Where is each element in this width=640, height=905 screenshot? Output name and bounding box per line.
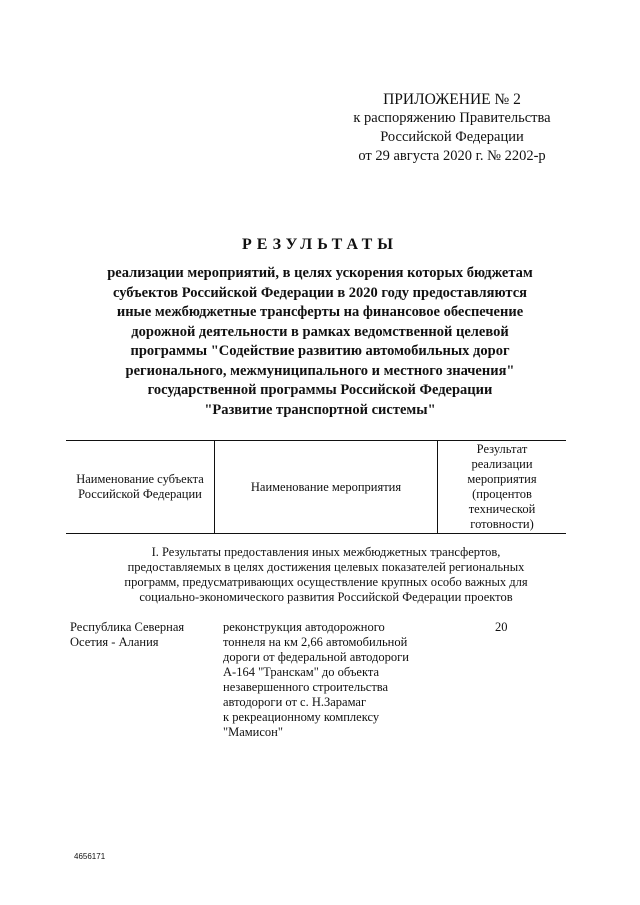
table-header bbox=[66, 440, 566, 534]
header-event bbox=[215, 441, 438, 533]
header-result-line: (процентов bbox=[472, 487, 532, 501]
section-line: I. Результаты предоставления иных межбюджетных трансфертов, bbox=[151, 545, 501, 559]
subtitle-line: реализации мероприятий, в целях ускорения которых бюджетам bbox=[107, 265, 533, 281]
cell-region bbox=[70, 620, 210, 650]
section-heading bbox=[96, 545, 556, 605]
header-result bbox=[438, 441, 566, 533]
event-line: автодороги от с. Н.Зарамаг bbox=[223, 695, 367, 709]
region-line: Республика Северная bbox=[70, 620, 185, 634]
appendix-line-2: Российской Федерации bbox=[380, 129, 524, 145]
header-event-label: Наименование мероприятия bbox=[250, 479, 402, 494]
appendix-line-3: от 29 августа 2020 г. № 2202-р bbox=[358, 148, 546, 164]
subtitle-line: "Развитие транспортной системы" bbox=[204, 401, 436, 418]
event-line: дороги от федеральной автодороги bbox=[223, 650, 409, 664]
event-line: реконструкция автодорожного bbox=[223, 620, 385, 634]
header-region-line: Российской Федерации bbox=[78, 487, 202, 501]
event-line: тоннеля на км 2,66 автомобильной bbox=[223, 635, 408, 649]
document-title: РЕЗУЛЬТАТЫ bbox=[241, 236, 399, 253]
appendix-title: ПРИЛОЖЕНИЕ № 2 bbox=[383, 91, 521, 108]
cell-event bbox=[223, 620, 443, 740]
header-region-line: Наименование субъекта bbox=[76, 472, 204, 486]
header-result-line: технической bbox=[468, 502, 536, 516]
appendix-block bbox=[322, 90, 582, 166]
header-result-line: мероприятия bbox=[467, 472, 537, 486]
header-result-line: реализации bbox=[471, 457, 533, 471]
section-line: социально-экономического развития Российской Федерации проектов bbox=[139, 590, 513, 604]
event-line: незавершенного строительства bbox=[223, 680, 389, 694]
appendix-line-1: к распоряжению Правительства bbox=[353, 110, 551, 126]
document-subtitle bbox=[80, 264, 560, 420]
subtitle-line: дорожной деятельности в рамках ведомственной целевой bbox=[131, 323, 509, 340]
event-line: "Мамисон" bbox=[223, 725, 283, 739]
event-line: А-164 "Транскам" до объекта bbox=[223, 665, 380, 679]
section-line: предоставляемых в целях достижения целевых показателей региональных bbox=[127, 560, 525, 574]
subtitle-line: программы "Содействие развитию автомобильных дорог bbox=[130, 343, 510, 359]
subtitle-line: субъектов Российской Федерации в 2020 году предоставляются bbox=[112, 284, 527, 301]
subtitle-line: иные межбюджетные трансферты на финансовое обеспечение bbox=[116, 304, 524, 320]
cell-result: 20 bbox=[495, 620, 508, 634]
event-line: к рекреационному комплексу bbox=[223, 710, 380, 724]
header-result-line: Результат bbox=[476, 442, 528, 456]
section-line: программ, предусматривающих осуществление крупных особо важных для bbox=[124, 575, 528, 589]
header-region bbox=[66, 441, 215, 533]
region-line: Осетия - Алания bbox=[70, 635, 159, 649]
subtitle-line: государственной программы Российской Федерации bbox=[147, 382, 493, 398]
header-result-line: готовности) bbox=[470, 517, 534, 531]
document-code: 4656171 bbox=[74, 852, 106, 861]
subtitle-line: регионального, межмуниципального и местного значения" bbox=[125, 362, 515, 379]
